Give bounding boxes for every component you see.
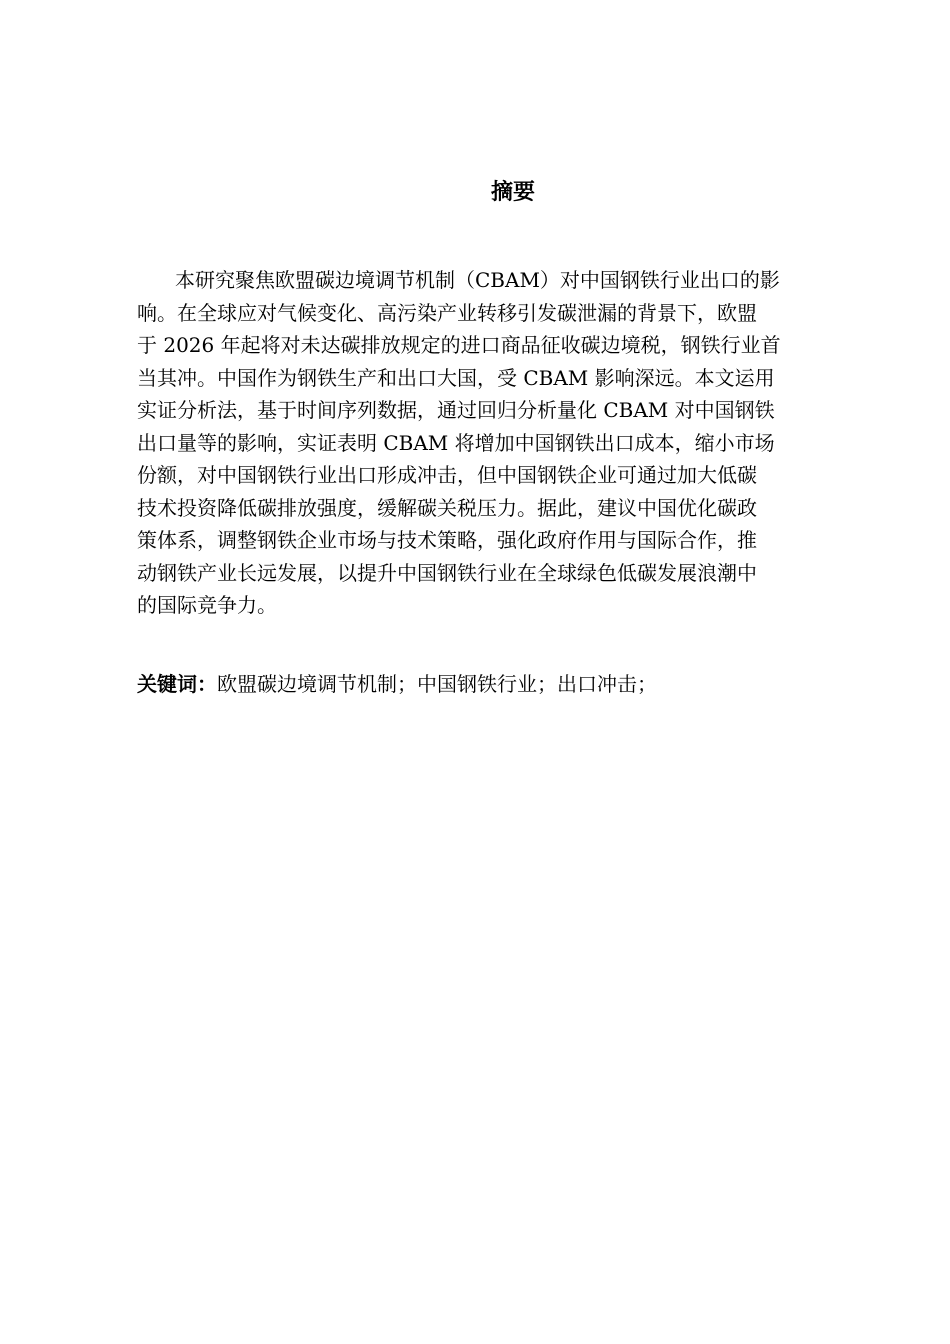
abstract-line: 响。在全球应对气候变化、高污染产业转移引发碳泄漏的背景下，欧盟 bbox=[137, 300, 757, 325]
page-title: 摘要 bbox=[490, 180, 535, 205]
abstract-line: 份额，对中国钢铁行业出口形成冲击，但中国钢铁企业可通过加大低碳 bbox=[137, 463, 757, 487]
abstract-line: 本研究聚焦欧盟碳边境调节机制（CBAM）对中国钢铁行业出口的影 bbox=[175, 268, 780, 292]
abstract-line: 实证分析法，基于时间序列数据，通过回归分析量化 CBAM 对中国钢铁 bbox=[137, 398, 775, 422]
abstract-line: 的国际竞争力。 bbox=[137, 593, 277, 617]
abstract-line: 于 2026 年起将对未达碳排放规定的进口商品征收碳边境税，钢铁行业首 bbox=[137, 333, 781, 357]
keywords-label: 关键词： bbox=[137, 672, 217, 696]
abstract-line: 当其冲。中国作为钢铁生产和出口大国，受 CBAM 影响深远。本文运用 bbox=[137, 365, 775, 390]
abstract-line: 动钢铁产业长远发展，以提升中国钢铁行业在全球绿色低碳发展浪潮中 bbox=[137, 560, 757, 585]
keywords-line bbox=[137, 668, 837, 700]
keywords-text: 欧盟碳边境调节机制；中国钢铁行业；出口冲击； bbox=[217, 672, 657, 696]
abstract-line: 技术投资降低碳排放强度，缓解碳关税压力。据此，建议中国优化碳政 bbox=[137, 495, 757, 520]
abstract-line: 策体系，调整钢铁企业市场与技术策略，强化政府作用与国际合作，推 bbox=[137, 528, 757, 552]
abstract-line: 出口量等的影响，实证表明 CBAM 将增加中国钢铁出口成本，缩小市场 bbox=[137, 430, 775, 455]
abstract-body bbox=[137, 264, 837, 622]
